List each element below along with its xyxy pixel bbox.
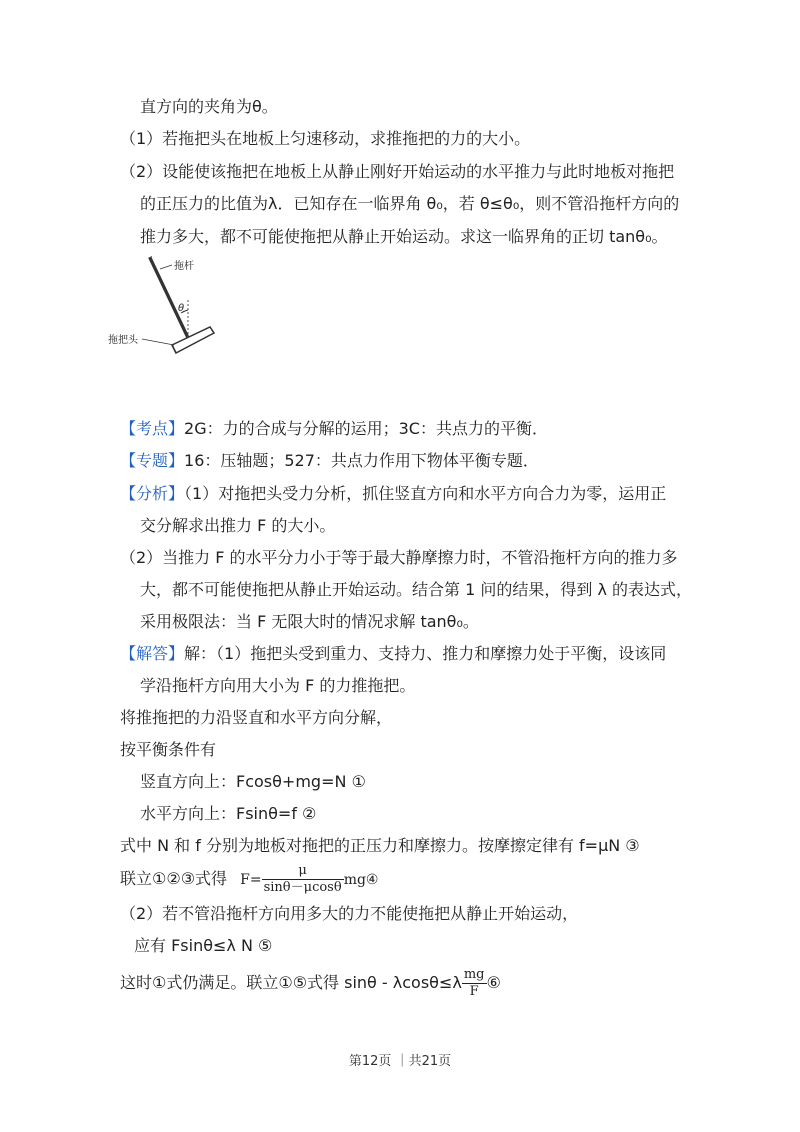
equation-6-numerator: mg	[463, 967, 485, 982]
fenxi-line-1	[120, 483, 666, 505]
jieda-line-2: 学沿拖杆方向用大小为 F 的力推拖把。	[140, 676, 416, 695]
kaodian-line	[120, 418, 548, 440]
head-label: 拖把头	[108, 335, 138, 346]
mop-diagram	[110, 255, 230, 365]
kaodian-text: 2G：力的合成与分解的运用；3C：共点力的平衡．	[184, 419, 548, 438]
fenxi-line-2: 交分解求出推力 F 的大小。	[140, 516, 336, 535]
equation-4-fraction	[262, 863, 344, 896]
equation-4-numerator: μ	[262, 863, 344, 880]
problem-line-2: （1）若拖把头在地板上匀速移动，求推拖把的力的大小。	[120, 129, 531, 148]
equation-2: 水平方向上：Fsinθ=f ②	[140, 804, 317, 823]
equation-6-fraction	[462, 967, 487, 1000]
rod-label-leader	[160, 265, 172, 269]
zhuanti-line	[120, 450, 539, 472]
equation-6-suffix: ⑥	[486, 973, 501, 992]
mop-figure	[110, 255, 230, 365]
solution-line-2: 按平衡条件有	[120, 740, 217, 759]
solution-line-5: 式中 N 和 f 分别为地板对拖把的正压力和摩擦力。按摩擦定律有 f=μN ③	[120, 836, 640, 855]
fenxi-line-3: （2）当推力 F 的水平分力小于等于最大静摩擦力时，不管沿拖杆方向的推力多	[120, 548, 678, 567]
solution-line-1: 将推拖把的力沿竖直和水平方向分解，	[120, 708, 393, 727]
rod-label: 拖杆	[174, 261, 194, 272]
equation-4-lhs: F=	[240, 872, 262, 888]
zhuanti-tag: 【专题】	[120, 451, 185, 470]
zhuanti-text: 16：压轴题；527：共点力作用下物体平衡专题．	[184, 451, 539, 470]
fenxi-line-5: 采用极限法：当 F 无限大时的情况求解 tanθ₀。	[140, 612, 479, 631]
fenxi-line-4: 大，都不可能使拖把从静止开始运动。结合第 1 问的结果，得到 λ 的表达式，	[140, 580, 692, 599]
jieda-line-1	[120, 643, 666, 665]
equation-4-line	[120, 862, 378, 897]
problem-line-3: （2）设能使该拖把在地板上从静止刚好开始运动的水平推力与此时地板对拖把	[120, 162, 675, 181]
jieda-tag: 【解答】	[120, 644, 185, 663]
part2-line-1: （2）若不管沿拖杆方向用多大的力不能使拖把从静止开始运动，	[120, 904, 579, 923]
equation-4-suffix: mg④	[343, 872, 379, 888]
problem-line-4: 的正压力的比值为λ．已知存在一临界角 θ₀，若 θ≤θ₀，则不管沿拖杆方向的	[140, 194, 680, 213]
fenxi-text-1: （1）对拖把头受力分析，抓住竖直方向和水平方向合力为零，运用正	[184, 484, 667, 503]
equation-6-prefix: 这时①式仍满足。联立①⑤式得 sinθ - λcosθ≤λ	[120, 973, 462, 992]
equation-4-denominator: sinθ－μcosθ	[263, 880, 342, 895]
equation-5: 应有 Fsinθ≤λ N ⑤	[134, 936, 273, 955]
problem-line-1: 直方向的夹角为θ。	[140, 97, 278, 116]
equation-6-denominator: F	[469, 984, 479, 999]
mop-head	[172, 327, 214, 353]
head-label-leader	[142, 339, 174, 345]
problem-line-5: 推力多大，都不可能使拖把从静止开始运动。求这一临界角的正切 tanθ₀。	[140, 227, 668, 246]
page-footer: 第12页 ｜共21页	[348, 1054, 452, 1069]
kaodian-tag: 【考点】	[120, 419, 185, 438]
equation-6-line	[120, 966, 501, 1000]
jieda-text-1: 解：（1）拖把头受到重力、支持力、推力和摩擦力处于平衡，设该同	[184, 644, 667, 663]
equation-4-prefix: 联立①②③式得	[120, 869, 228, 888]
fenxi-tag: 【分析】	[120, 484, 185, 503]
equation-1: 竖直方向上：Fcosθ+mg=N ①	[140, 772, 366, 791]
angle-label: θ	[178, 303, 185, 314]
